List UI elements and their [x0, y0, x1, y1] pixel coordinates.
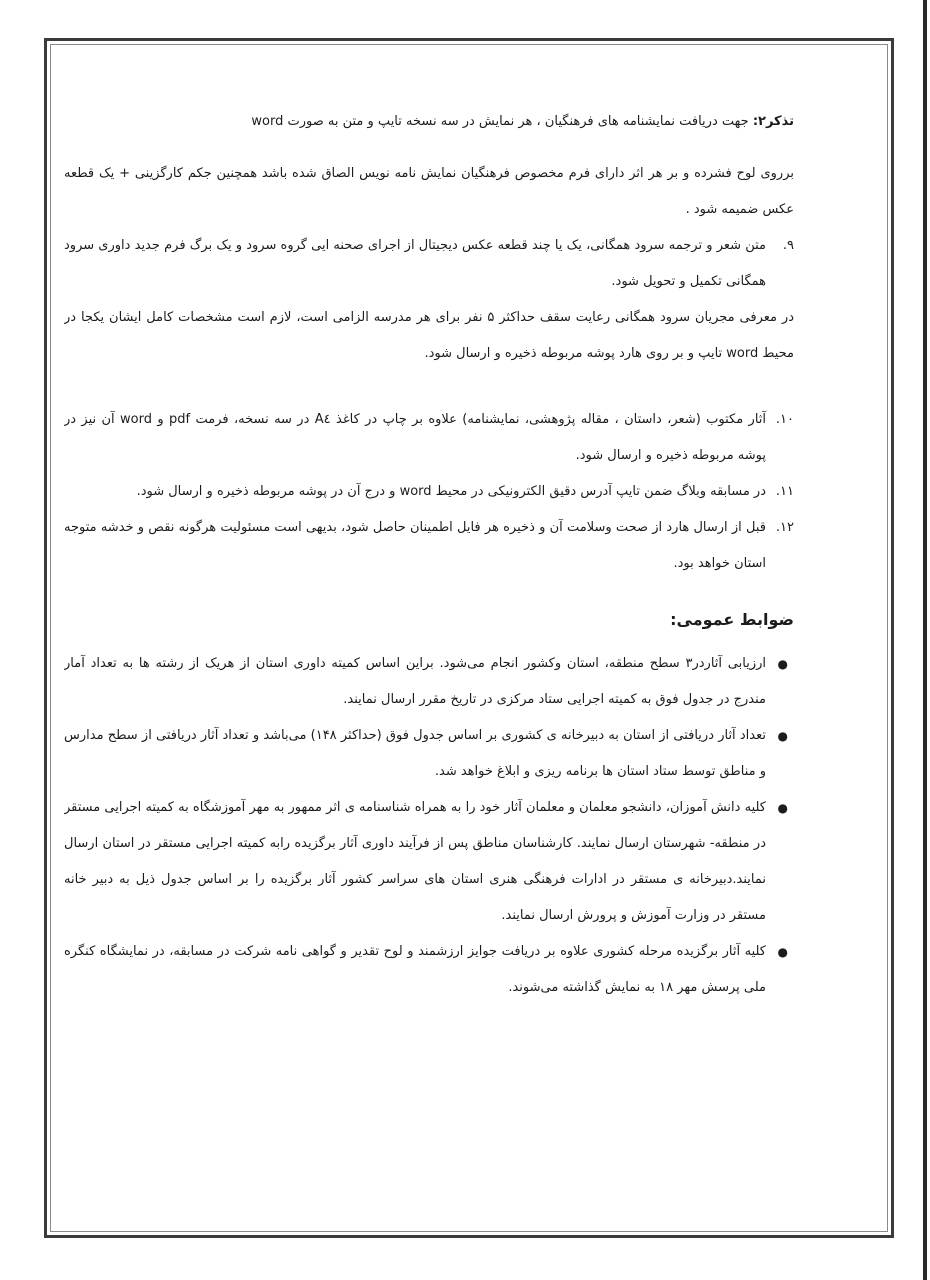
scan-edge-line	[923, 0, 927, 1280]
bullet-text: کلیه دانش آموزان، دانشجو معلمان و معلمان آثار خود را به همراه شناسنامه ی اثر ممهور به مهر آموزشگاه به کمیته اجرایی مستقر در منطقه- شهرستان ارسال نمایند. کارشناسان مناطق پس از فرآیند داوری آثار برگزیده رابه کمیته اجرایی مستقر در استان ارسال نمایند.دبیرخانه ی مستقر در ادارات فرهنگی هنری استان های سراسر کشور آثار برگزیده را بر اساس جدول ذیل به دبیر خانه مستقر در وزارت آموزش و پرورش ارسال نمایند.	[64, 800, 766, 923]
bullet-text: ارزیابی آثاردر۳ سطح منطقه، استان وکشور انجام می‌شود. براین اساس کمیته داوری استان از هریک از رشته ها به تعداد آمار مندرج در جدول فوق به کمیته اجرایی ستاد مرکزی در تاریخ مقرر ارسال نمایند.	[64, 656, 766, 707]
note-text: جهت دریافت نمایشنامه های فرهنگیان ، هر نمایش در سه نسخه تایپ و متن به صورت word	[251, 114, 749, 129]
bullet-text: کلیه آثار برگزیده مرحله کشوری علاوه بر دریافت جوایز ارزشمند و لوح تقدیر و گواهی نامه شرکت در مسابقه، در نمایشگاه کنگره ملی پرسش مهر ۱۸ به نمایش گذاشته می‌شوند.	[64, 944, 766, 995]
bullet-text: تعداد آثار دریافتی از استان به دبیرخانه ی کشوری بر اساس جدول فوق (حداکثر ۱۴۸) می‌باشد و تعداد آثار دریافتی از سطح مدارس و مناطق توسط ستاد استان ها برنامه ریزی و ابلاغ خواهد شد.	[64, 728, 766, 779]
bullet-icon: ●	[777, 729, 788, 743]
list-item-11	[64, 474, 794, 510]
spacer	[64, 372, 794, 402]
list-item-9	[64, 228, 794, 300]
list-number: ۱۱.	[775, 484, 794, 499]
note-label: تذکر۲:	[752, 114, 794, 129]
list-item-text: قبل از ارسال هارد از صحت وسلامت آن و ذخیره هر فایل اطمینان حاصل شود، بدیهی است مسئولیت هرگونه نقص و خدشه متوجه استان خواهد بود.	[64, 520, 766, 571]
bullet-icon: ●	[777, 657, 788, 671]
list-number: ۱۲.	[775, 520, 794, 535]
list-item-text: در مسابقه وبلاگ ضمن تایپ آدرس دقیق الکترونیکی در محیط word و درج آن در پوشه مربوطه ذخیره و ارسال شود.	[136, 484, 766, 499]
bullet-item	[64, 790, 794, 934]
list-number: ۹.	[782, 238, 794, 253]
bullet-icon: ●	[777, 801, 788, 815]
paragraph-chorus-performers: در معرفی مجریان سرود همگانی رعایت سقف حداکثر ۵ نفر برای هر مدرسه الزامی است، لازم است مشخصات کامل ایشان یکجا در محیط word تایپ و بر روی هارد پوشه مربوطه ذخیره و ارسال شود.	[64, 310, 794, 361]
list-item-text: متن شعر و ترجمه سرود همگانی، یک یا چند قطعه عکس دیجیتال از اجرای صحنه ایی گروه سرود و یک برگ فرم جدید داوری سرود همگانی تکمیل و تحویل شود.	[64, 238, 766, 289]
list-item-12	[64, 510, 794, 582]
list-number: ۱۰.	[775, 412, 794, 427]
note-2	[64, 100, 794, 144]
document-body	[64, 100, 794, 1220]
list-item-10	[64, 402, 794, 474]
bullet-item	[64, 718, 794, 790]
list-item-text: آثار مکتوب (شعر، داستان ، مقاله پژوهشی، نمایشنامه) علاوه بر چاپ در کاغذ A٤ در سه نسخه، فرمت pdf و word آن نیز در پوشه مربوطه ذخیره و ارسال شود.	[64, 412, 767, 463]
bullet-item	[64, 934, 794, 1006]
bullet-item	[64, 646, 794, 718]
paragraph-cd-instruction: برروی لوح فشرده و بر هر اثر دارای فرم مخصوص فرهنگیان نمایش نامه نویس الصاق شده باشد همچنین جکم کارگزینی + یک قطعه عکس ضمیمه شود .	[64, 166, 794, 217]
section-heading-general-rules: ضوابط عمومی:	[670, 610, 794, 629]
bullet-icon: ●	[777, 945, 788, 959]
